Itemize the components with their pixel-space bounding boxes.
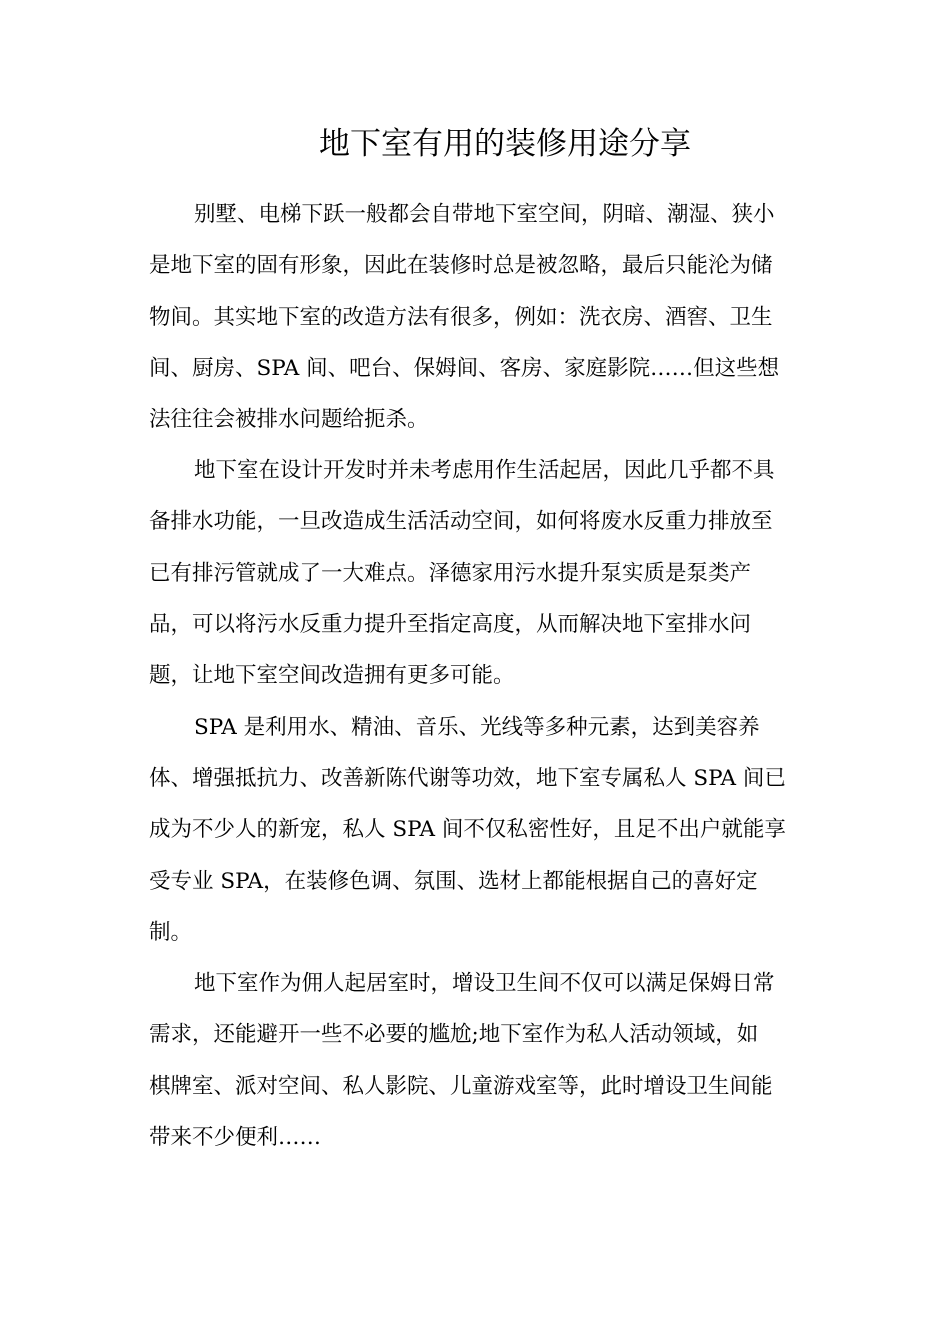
paragraph-2-line-5: 题，让地下室空间改造拥有更多可能。 <box>149 663 515 688</box>
paragraph-3-line-5: 制。 <box>149 920 193 945</box>
paragraph-2-line-3: 已有排污管就成了一大难点。泽德家用污水提升泵实质是泵类产 <box>149 561 752 586</box>
paragraph-1-line-4: 间、厨房、SPA 间、吧台、保姆间、客房、家庭影院……但这些想 <box>149 356 780 381</box>
paragraph-4-line-3: 棋牌室、派对空间、私人影院、儿童游戏室等，此时增设卫生间能 <box>149 1074 773 1099</box>
paragraph-4-line-2: 需求，还能避开一些不必要的尴尬;地下室作为私人活动领域，如 <box>149 1022 759 1047</box>
paragraph-1-line-2: 是地下室的固有形象，因此在装修时总是被忽略，最后只能沦为储 <box>149 253 773 278</box>
paragraph-4-line-4: 带来不少便利…… <box>149 1125 322 1150</box>
paragraph-3-line-2: 体、增强抵抗力、改善新陈代谢等功效，地下室专属私人 SPA 间已 <box>149 766 786 791</box>
paragraph-2-line-2: 备排水功能，一旦改造成生活活动空间，如何将废水反重力排放至 <box>149 509 773 534</box>
document-title: 地下室有用的装修用途分享 <box>319 126 691 162</box>
paragraph-1-line-1: 别墅、电梯下跃一般都会自带地下室空间，阴暗、潮湿、狭小 <box>194 202 775 227</box>
paragraph-2-line-1: 地下室在设计开发时并未考虑用作生活起居，因此几乎都不具 <box>194 458 775 483</box>
paragraph-3-line-3: 成为不少人的新宠，私人 SPA 间不仅私密性好，且足不出户就能享 <box>149 817 786 842</box>
paragraph-1-line-5: 法往往会被排水问题给扼杀。 <box>149 407 429 432</box>
paragraph-3-line-4: 受专业 SPA，在装修色调、氛围、选材上都能根据自己的喜好定 <box>149 869 758 894</box>
paragraph-2-line-4: 品，可以将污水反重力提升至指定高度，从而解决地下室排水问 <box>149 612 752 637</box>
paragraph-3-line-1: SPA 是利用水、精油、音乐、光线等多种元素，达到美容养 <box>194 715 760 740</box>
paragraph-1-line-3: 物间。其实地下室的改造方法有很多，例如：洗衣房、酒窖、卫生 <box>149 305 773 330</box>
paragraph-4-line-1: 地下室作为佣人起居室时，增设卫生间不仅可以满足保姆日常 <box>194 971 775 996</box>
